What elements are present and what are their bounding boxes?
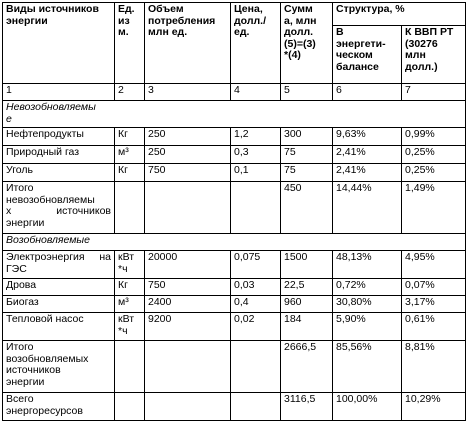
column-number: 1 — [3, 84, 115, 101]
cell-name: Биогаз — [3, 296, 115, 313]
header-price: Цена, долл./ ед. — [231, 3, 281, 84]
column-number: 2 — [115, 84, 145, 101]
cell-gdp: 0,25% — [402, 164, 466, 182]
cell-name: Природный газ — [3, 146, 115, 164]
header-energy-source: Виды источников энергии — [3, 3, 115, 84]
cell-unit: кВт *ч — [115, 313, 145, 341]
cell-balance: 85,56% — [333, 341, 402, 393]
cell-name: Электроэнергия на ГЭС — [3, 251, 115, 279]
cell-unit — [115, 393, 145, 421]
cell-balance: 14,44% — [333, 182, 402, 234]
cell-sum: 1500 — [281, 251, 333, 279]
table-row-gas — [3, 146, 466, 164]
table-row-hydro — [3, 251, 466, 279]
section-renewable: Возобновляемые — [3, 234, 466, 251]
cell-gdp: 0,99% — [402, 128, 466, 146]
cell-volume — [145, 341, 231, 393]
cell-price: 1,2 — [231, 128, 281, 146]
cell-balance: 2,41% — [333, 164, 402, 182]
cell-volume: 750 — [145, 279, 231, 296]
header-structure: Структура, % — [333, 3, 466, 26]
column-number: 4 — [231, 84, 281, 101]
cell-gdp: 8,81% — [402, 341, 466, 393]
cell-price: 0,02 — [231, 313, 281, 341]
cell-volume — [145, 182, 231, 234]
column-number: 3 — [145, 84, 231, 101]
cell-unit: м³ — [115, 296, 145, 313]
cell-volume: 250 — [145, 146, 231, 164]
cell-sum: 75 — [281, 146, 333, 164]
table-row-total-nonrenewable — [3, 182, 466, 234]
cell-sum: 450 — [281, 182, 333, 234]
cell-balance: 9,63% — [333, 128, 402, 146]
cell-price — [231, 182, 281, 234]
cell-gdp: 0,61% — [402, 313, 466, 341]
cell-volume: 750 — [145, 164, 231, 182]
table-row-total-renewable — [3, 341, 466, 393]
cell-unit: м³ — [115, 146, 145, 164]
table-row-oil — [3, 128, 466, 146]
cell-name: Уголь — [3, 164, 115, 182]
cell-name: Нефтепродукты — [3, 128, 115, 146]
table-row-total-all — [3, 393, 466, 421]
table-row-heatpump — [3, 313, 466, 341]
cell-balance: 0,72% — [333, 279, 402, 296]
column-numbers-row — [3, 84, 466, 101]
table-row-wood — [3, 279, 466, 296]
column-number: 7 — [402, 84, 466, 101]
header-unit: Ед. из м. — [115, 3, 145, 84]
column-number: 5 — [281, 84, 333, 101]
section-row-nonrenewable — [3, 101, 466, 128]
header-energy-balance: В энергети- ческом балансе — [333, 26, 402, 84]
header-row-1 — [3, 3, 466, 26]
cell-balance: 5,90% — [333, 313, 402, 341]
cell-balance: 48,13% — [333, 251, 402, 279]
header-sum: Сумм а, млн долл. (5)=(3) *(4) — [281, 3, 333, 84]
cell-price: 0,1 — [231, 164, 281, 182]
cell-balance: 100,00% — [333, 393, 402, 421]
table-row-coal — [3, 164, 466, 182]
cell-volume: 9200 — [145, 313, 231, 341]
cell-volume — [145, 393, 231, 421]
cell-name: Итого невозобновляемы х источников энергии — [3, 182, 115, 234]
cell-name: Итого возобновляемых источников энергии — [3, 341, 115, 393]
cell-unit — [115, 182, 145, 234]
cell-price: 0,03 — [231, 279, 281, 296]
cell-gdp: 0,25% — [402, 146, 466, 164]
energy-sources-table — [2, 2, 466, 421]
table-row-biogas — [3, 296, 466, 313]
cell-volume: 250 — [145, 128, 231, 146]
cell-unit: кВт *ч — [115, 251, 145, 279]
cell-sum: 3116,5 — [281, 393, 333, 421]
cell-volume: 2400 — [145, 296, 231, 313]
cell-name: Тепловой насос — [3, 313, 115, 341]
cell-gdp: 1,49% — [402, 182, 466, 234]
cell-sum: 960 — [281, 296, 333, 313]
cell-price — [231, 393, 281, 421]
cell-unit: Кг — [115, 164, 145, 182]
cell-unit — [115, 341, 145, 393]
cell-unit: Кг — [115, 128, 145, 146]
header-volume: Объем потребления млн ед. — [145, 3, 231, 84]
cell-sum: 300 — [281, 128, 333, 146]
cell-gdp: 4,95% — [402, 251, 466, 279]
cell-sum: 22,5 — [281, 279, 333, 296]
cell-gdp: 3,17% — [402, 296, 466, 313]
cell-volume: 20000 — [145, 251, 231, 279]
cell-name: Дрова — [3, 279, 115, 296]
cell-balance: 2,41% — [333, 146, 402, 164]
cell-sum: 75 — [281, 164, 333, 182]
cell-price: 0,4 — [231, 296, 281, 313]
column-number: 6 — [333, 84, 402, 101]
section-row-renewable — [3, 234, 466, 251]
cell-unit: Кг — [115, 279, 145, 296]
cell-gdp: 10,29% — [402, 393, 466, 421]
cell-name: Всего энергоресурсов — [3, 393, 115, 421]
cell-sum: 2666,5 — [281, 341, 333, 393]
cell-price: 0,075 — [231, 251, 281, 279]
header-gdp-share: К ВВП РТ (30276 млн долл.) — [402, 26, 466, 84]
cell-balance: 30,80% — [333, 296, 402, 313]
cell-gdp: 0,07% — [402, 279, 466, 296]
cell-price: 0,3 — [231, 146, 281, 164]
cell-price — [231, 341, 281, 393]
cell-sum: 184 — [281, 313, 333, 341]
section-nonrenewable: Невозобновляемы е — [3, 101, 466, 128]
